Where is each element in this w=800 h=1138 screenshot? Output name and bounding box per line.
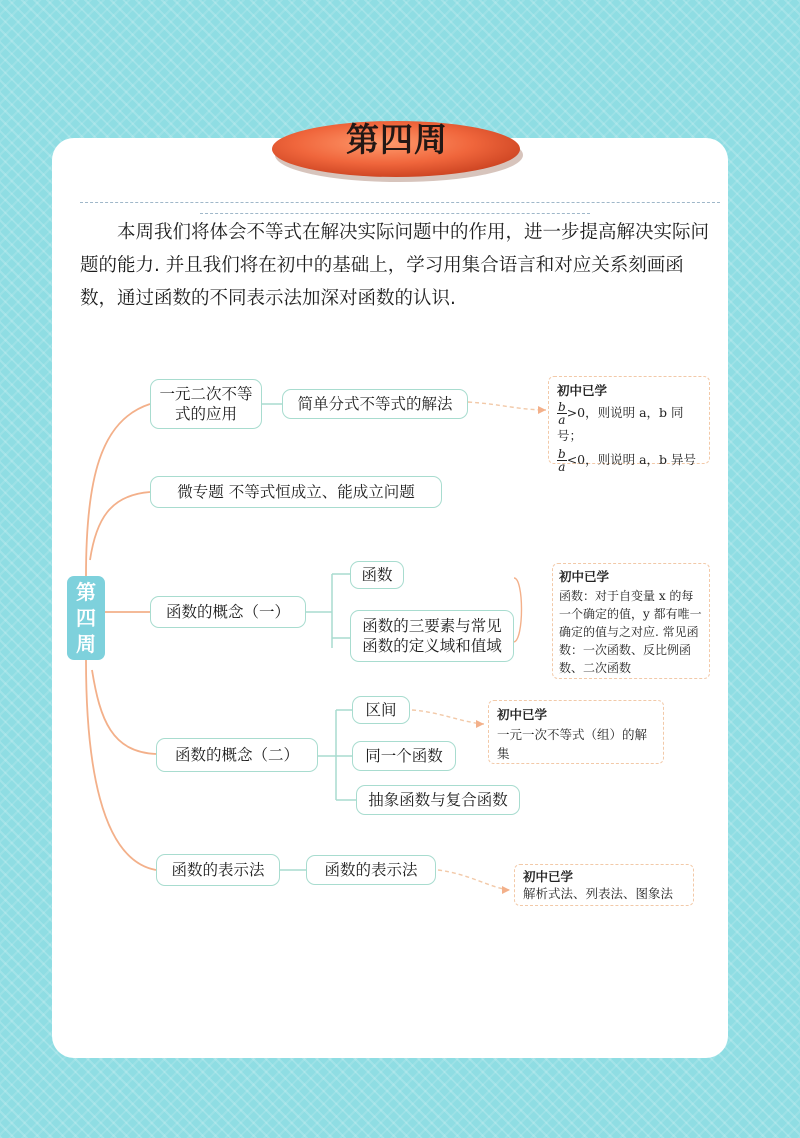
note-link-4 (438, 870, 510, 890)
branch-line-4 (92, 670, 156, 754)
note-text-3: 一元一次不等式（组）的解集 (497, 727, 648, 761)
branch-line-2 (90, 492, 150, 560)
note-line-2: $\frac{b}{a}$ <0，则说明 a，b 异号 (558, 447, 697, 474)
link-b3 (306, 574, 350, 648)
branch-node-2: 微专题 不等式恒成立、能成立问题 (150, 476, 442, 508)
child-node-4-2: 同一个函数 (352, 741, 456, 771)
child-node-5-1: 函数的表示法 (306, 855, 436, 885)
note-line-1: $\frac{b}{a}$ >0，则说明 a，b 同号； (557, 400, 684, 443)
intro-paragraph: 本周我们将体会不等式在解决实际问题中的作用，进一步提高解决实际问题的能力. 并且我们将在初中的基础上，学习用集合语言和对应关系刻画函数，通过函数的不同表示法加深对函数的认识. (80, 222, 710, 309)
note-text-2: 函数：对于自变量 x 的每一个确定的值，y 都有唯一确定的值与之对应. 常见函数：一次函数、反比例函数、二次函数 (559, 589, 702, 675)
page-title: 第四周 (346, 120, 448, 159)
child-node-3-1: 函数 (350, 561, 404, 589)
note-title-2: 初中已学 (559, 569, 610, 584)
child-node-4-1: 区间 (352, 696, 410, 724)
note-title-1: 初中已学 (557, 383, 608, 398)
note-link-1 (468, 402, 546, 410)
note-box-2 (552, 563, 710, 679)
fraction-b-over-a: $\frac{b}{a}$ (558, 400, 566, 427)
note-brace-2 (514, 578, 522, 642)
center-node: 第四周 (67, 576, 105, 660)
link-b4 (318, 710, 356, 800)
note-title-4: 初中已学 (523, 869, 574, 884)
note-box-4 (514, 864, 694, 906)
note-box-3 (488, 700, 664, 764)
trunk-upper (86, 404, 150, 576)
branch-node-3: 函数的概念（一） (150, 596, 306, 628)
branch-node-1: 一元二次不等式的应用 (150, 379, 262, 429)
child-node-1-1: 简单分式不等式的解法 (282, 389, 468, 419)
branch-node-4: 函数的概念（二） (156, 738, 318, 772)
note-title-3: 初中已学 (497, 707, 548, 722)
note-box-1 (548, 376, 710, 474)
branch-node-5: 函数的表示法 (156, 854, 280, 886)
child-node-4-3: 抽象函数与复合函数 (356, 785, 520, 815)
note-text-4: 解析式法、列表法、图象法 (523, 886, 674, 901)
note-link-3 (412, 710, 484, 724)
fraction-b-over-a-2: $\frac{b}{a}$ (558, 447, 566, 474)
child-node-3-2: 函数的三要素与常见函数的定义域和值域 (350, 610, 514, 662)
